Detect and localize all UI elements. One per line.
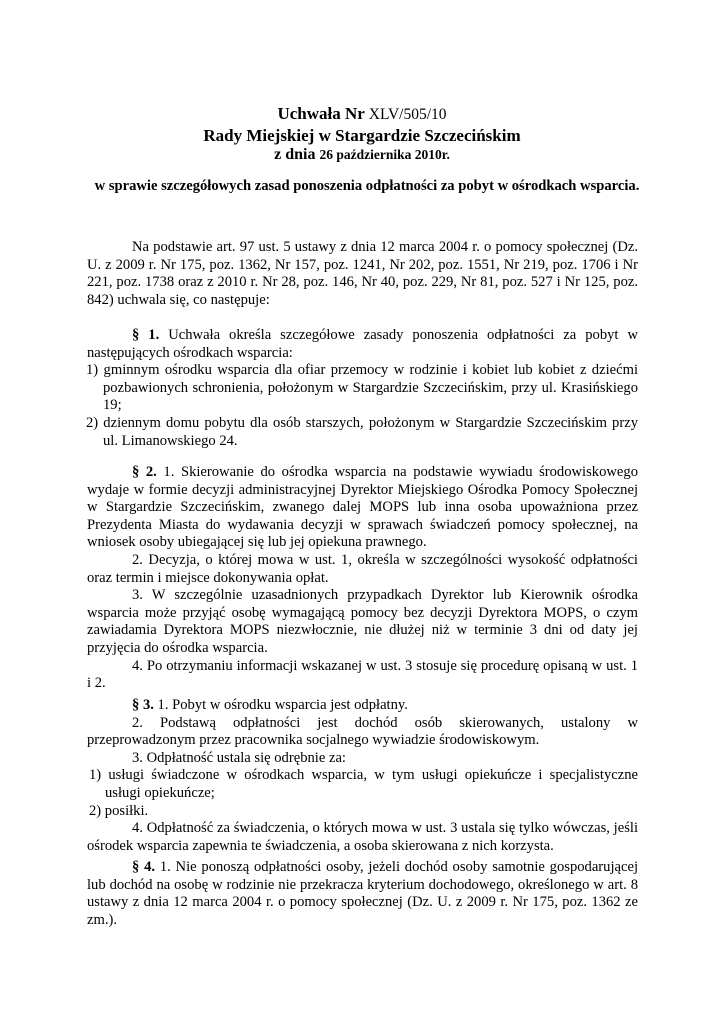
section-2 [87, 464, 638, 693]
section-3-p3: 3. Odpłatność ustala się odrębnie za: [132, 749, 346, 766]
list-item: 2) dziennym domu pobytu dla osób starszych, położonym w Stargardzie Szczecińskim przy ul. Limanowskiego 24. [86, 414, 638, 449]
resolution-header [0, 104, 724, 164]
section-1-label: § 1. [132, 327, 160, 343]
section-3-label: § 3. [132, 697, 154, 713]
preamble: Na podstawie art. 97 ust. 5 ustawy z dnia 12 marca 2004 r. o pomocy społecznej (Dz. U. z 2009 r. Nr 175, poz. 1362, Nr 157, poz. 1241, Nr 202, poz. 1551, Nr 219, poz. 1706 i Nr 221, poz. 1738 oraz z 2010 r. Nr 28, poz. 146, Nr 40, poz. 229, Nr 81, poz. 527 i Nr 125, poz. 842) uchwala się, co następuje: [87, 239, 638, 308]
list-item: 1) gminnym ośrodku wsparcia dla ofiar przemocy w rodzinie i kobiet lub kobiet z dziećmi pozbawionych schronienia, położonym w Stargardzie Szczecińskim, przy ul. Krasińskiego 19; [86, 362, 638, 414]
resolution-subject: w sprawie szczegółowych zasad ponoszenia odpłatności za pobyt w ośrodkach wsparcia. [94, 178, 640, 194]
preamble-block [87, 239, 638, 309]
section-3-p1: § 3. 1. Pobyt w ośrodku wsparcia jest odpłatny. [132, 697, 408, 713]
section-2-p2: 2. Decyzja, o której mowa w ust. 1, określa w szczególności wysokość odpłatności oraz termin i miejsce dokonywania opłat. [87, 551, 638, 586]
section-2-label: § 2. [132, 464, 157, 480]
section-1 [87, 327, 638, 450]
section-2-p4: 4. Po otrzymaniu informacji wskazanej w ust. 3 stosuje się procedurę opisaną w ust. 1 i 2. [87, 657, 638, 692]
council-name: Rady Miejskiej w Stargardzie Szczecińskim [203, 126, 521, 145]
section-3-p4: 4. Odpłatność za świadczenia, o których mowa w ust. 3 ustala się tylko wówczas, jeśli ośrodek wsparcia zapewnia te świadczenia, a osoba skierowana z nich korzysta. [87, 820, 638, 854]
resolution-number: XLV/505/10 [368, 106, 447, 123]
section-3-p2: 2. Podstawą odpłatności jest dochód osób skierowanych, ustalony w przeprowadzonym przez pracownika socjalnego wywiadzie środowiskowym. [87, 714, 638, 749]
section-3 [87, 697, 638, 855]
resolution-date: z dnia 26 października 2010r. [274, 146, 450, 163]
section-4-p1: § 4. 1. Nie ponoszą odpłatności osoby, jeżeli dochód osoby samotnie gospodarującej lub dochód na osobę w rodzinie nie przekracza kryterium dochodowego, określonego w art. 8 ustawy z dnia 12 marca 2004 r. o pomocy społecznej (Dz. U. z 2009 r. Nr 175, poz. 1362 ze zm.). [87, 859, 639, 928]
section-2-p1: § 2. 1. Skierowanie do ośrodka wsparcia na podstawie wywiadu środowiskowego wydaje w formie decyzji administracyjnej Dyrektor Miejskiego Ośrodka Pomocy Społecznej w Stargardzie Szczecińskim, zwanego dalej MOPS lub inna osoba upoważniona przez Prezydenta Miasta do wydawania decyzji w sprawach świadczeń pomocy społecznej, na wniosek osoby ubiegającej się lub jej opiekuna prawnego. [87, 464, 638, 551]
list-item: 1) usługi świadczone w ośrodkach wsparcia, w tym usługi opiekuńcze i specjalistyczne usługi opiekuńcze; [89, 767, 638, 801]
section-4-label: § 4. [132, 859, 156, 875]
section-2-p3: 3. W szczególnie uzasadnionych przypadkach Dyrektor lub Kierownik ośrodka wsparcia może przyjąć osobę wymagającą pomocy bez decyzji Dyrektora MOPS, o czym zawiadamia Dyrektora MOPS niezwłocznie, nie dłużej niż w terminie 3 dni od daty jej przyjęcia do ośrodka wsparcia. [87, 587, 638, 656]
section-1-intro: § 1. Uchwała określa szczegółowe zasady ponoszenia odpłatności za pobyt w następujących ośrodkach wsparcia: [87, 327, 638, 361]
list-item: 2) posiłki. [89, 802, 149, 819]
section-4 [87, 859, 638, 929]
resolution-title: Uchwała Nr XLV/505/10 [277, 104, 447, 123]
